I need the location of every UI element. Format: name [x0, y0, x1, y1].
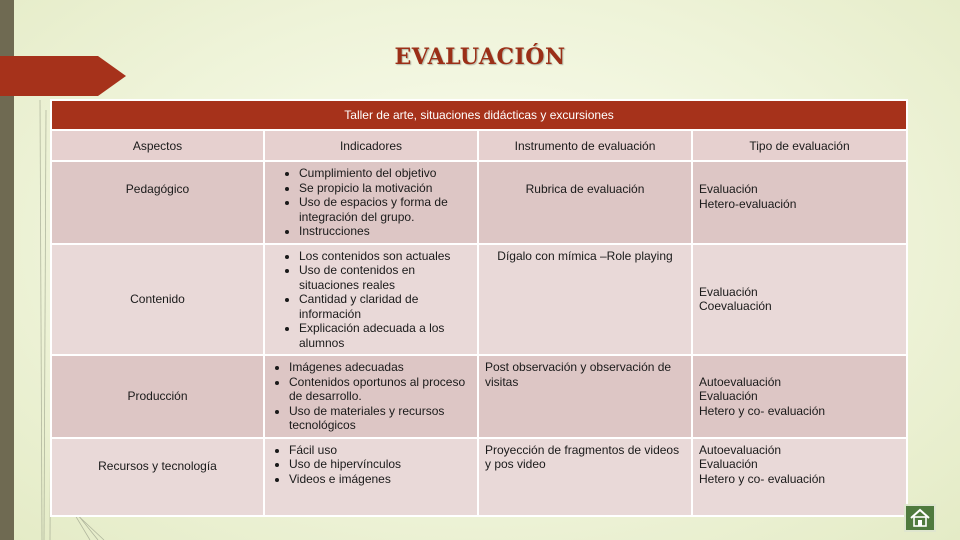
indicator-item: • Instrucciones: [299, 224, 471, 239]
type-line: Autoevaluación: [699, 374, 782, 389]
indicators-cell: [264, 244, 478, 356]
aspect-cell: Contenido: [51, 244, 264, 356]
indicator-item: • Fácil uso: [289, 443, 471, 458]
instrument-cell: Dígalo con mímica –Role playing: [478, 244, 692, 356]
instrument-cell: Post observación y observación de visitas: [478, 355, 692, 438]
header-tipo: Tipo de evaluación: [692, 130, 907, 161]
indicator-item: • Videos e imágenes: [289, 472, 471, 487]
evaluation-table: [50, 99, 908, 517]
type-cell: [692, 355, 907, 438]
type-line: Coevaluación: [699, 299, 772, 314]
table-banner: Taller de arte, situaciones didácticas y excursiones: [51, 100, 907, 130]
aspect-cell: Pedagógico: [51, 161, 264, 244]
indicator-item: • Se propicio la motivación: [299, 181, 471, 196]
indicator-item: • Uso de materiales y recursos tecnológicos: [289, 404, 471, 433]
type-line: Hetero-evaluación: [699, 196, 797, 211]
page-title: EVALUACIÓN: [394, 44, 566, 70]
indicators-cell: [264, 161, 478, 244]
indicator-item: • Explicación adecuada a los alumnos: [299, 321, 471, 350]
indicator-item: • Contenidos oportunos al proceso de desarrollo.: [289, 375, 471, 404]
indicator-item: • Uso de espacios y forma de integración del grupo.: [299, 195, 471, 224]
aspect-cell: Producción: [51, 355, 264, 438]
table-row: [51, 355, 907, 438]
instrument-cell: Proyección de fragmentos de videos y pos video: [478, 438, 692, 516]
table-row: [51, 244, 907, 356]
table-row: [51, 438, 907, 516]
type-cell: [692, 244, 907, 356]
type-line: Evaluación: [699, 182, 758, 196]
indicator-item: • Imágenes adecuadas: [289, 360, 471, 375]
indicator-item: • Cumplimiento del objetivo: [299, 166, 471, 181]
indicator-list: [271, 360, 471, 433]
indicator-item: • Uso de contenidos en situaciones reales: [299, 263, 471, 292]
type-line: Evaluación: [699, 284, 758, 299]
type-line: Evaluación: [699, 389, 758, 403]
indicator-list: [271, 166, 471, 239]
indicators-cell: [264, 355, 478, 438]
type-cell: [692, 438, 907, 516]
type-line: Hetero y co- evaluación: [699, 471, 826, 486]
indicator-item: • Los contenidos son actuales: [299, 249, 471, 264]
indicators-cell: [264, 438, 478, 516]
indicator-list: [271, 443, 471, 487]
instrument-cell: Rubrica de evaluación: [478, 161, 692, 244]
type-line: Evaluación: [699, 457, 758, 471]
indicator-item: • Uso de hipervínculos: [289, 457, 471, 472]
header-indicadores: Indicadores: [264, 130, 478, 161]
aspect-cell: Recursos y tecnología: [51, 438, 264, 516]
table-row: [51, 161, 907, 244]
home-button[interactable]: [904, 504, 936, 532]
header-instrumento: Instrumento de evaluación: [478, 130, 692, 161]
type-line: Hetero y co- evaluación: [699, 403, 826, 418]
home-icon: [909, 508, 931, 528]
type-line: Autoevaluación: [699, 442, 782, 457]
indicator-item: • Cantidad y claridad de información: [299, 292, 471, 321]
header-aspectos: Aspectos: [51, 130, 264, 161]
type-cell: [692, 161, 907, 244]
indicator-list: [271, 249, 471, 351]
header-row: [51, 130, 907, 161]
